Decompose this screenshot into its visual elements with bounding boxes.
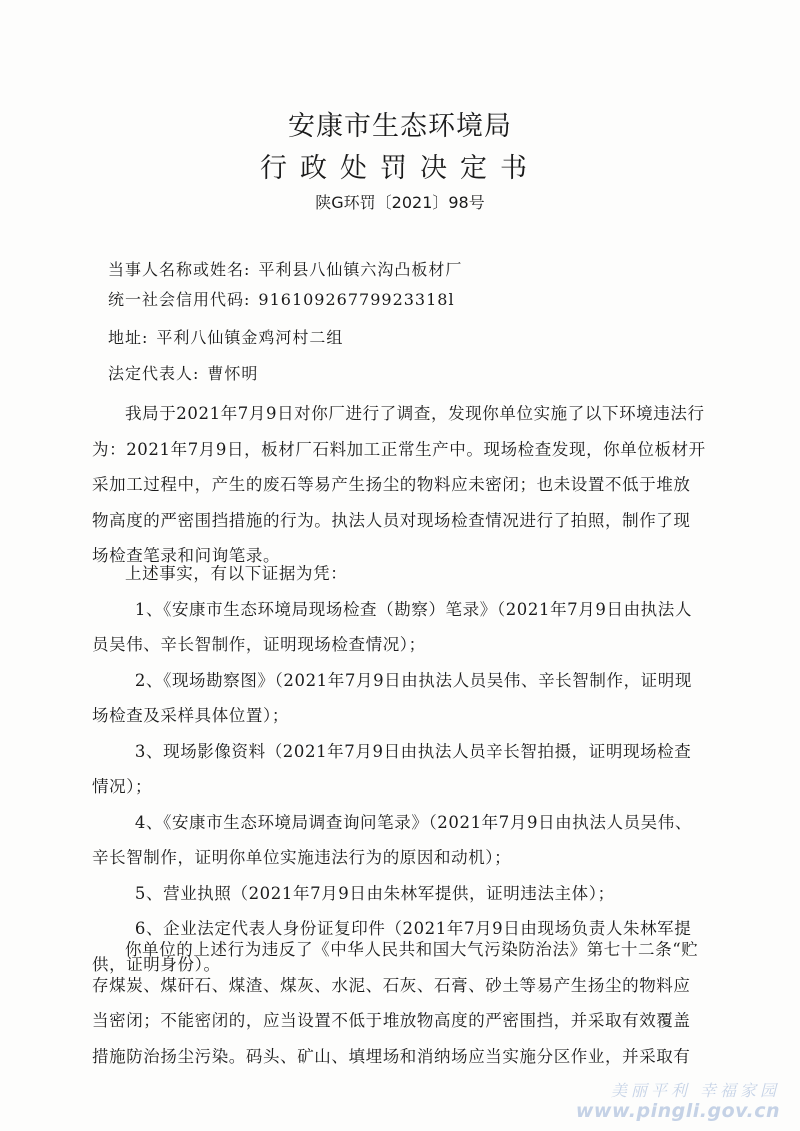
credit-code-label: 统一社会信用代码: <box>108 290 251 309</box>
evidence-intro: 上述事实，有以下证据为凭： <box>125 564 348 583</box>
legal-basis-section <box>92 932 707 1074</box>
credit-code-field <box>108 290 455 310</box>
address-field <box>108 328 343 348</box>
legal-representative-field <box>108 364 258 384</box>
party-name-field <box>108 260 462 280</box>
watermark-slogan: 美丽平利 幸福家园 <box>610 1081 780 1100</box>
evidence-section <box>92 556 707 982</box>
legal-representative-label: 法定代表人: <box>108 364 200 383</box>
credit-code-value: 91610926779923318l <box>258 290 455 309</box>
address-label: 地址: <box>108 328 149 347</box>
evidence-item: 5、营业执照（2021年7月9日由朱林军提供，证明违法主体）； <box>134 883 615 903</box>
intro-paragraph: 我局于2021年7月9日对你厂进行了调查，发现你单位实施了以下环境违法行为：2021年7月9日，板材厂石料加工正常生产中。现场检查发现，你单位板材开采加工过程中，产生的废石等易产生扬尘的物料应未密闭；也未设置不低于堆放物高度的严密围挡措施的行为。执法人员对现场检查情况进行了拍照，制作了现场检查笔录和问询笔录。 <box>92 404 706 565</box>
website-watermark <box>540 1081 780 1121</box>
party-name-value: 平利县八仙镇六沟凸板材厂 <box>258 260 463 279</box>
address-value: 平利八仙镇金鸡河村二组 <box>156 328 344 347</box>
evidence-item: 1、《安康市生态环境局现场检查（勘察）笔录》（2021年7月9日由执法人员吴伟、辛长智制作，证明现场检查情况）； <box>92 599 692 654</box>
evidence-item: 4、《安康市生态环境局调查询问笔录》（2021年7月9日由执法人员吴伟、辛长智制作，证明你单位实施违法行为的原因和动机）； <box>92 812 692 867</box>
document-number: 陕G环罚〔2021〕98号 <box>315 193 485 212</box>
legal-basis-paragraph: 你单位的上述行为违反了《中华人民共和国大气污染防治法》第七十二条“贮存煤炭、煤矸石、煤渣、煤灰、水泥、石灰、石膏、砂土等易产生扬尘的物料应当密闭；不能密闭的，应当设置不低于堆放物高度的严密围挡，并采取有效覆盖措施防治扬尘污染。码头、矿山、填埋场和消纳场应当实施分区作业，并采取有 <box>92 940 699 1066</box>
violation-description <box>92 396 707 574</box>
document-title: 行政处罚决定书 <box>260 153 540 184</box>
org-title: 安康市生态环境局 <box>288 111 512 142</box>
watermark-url: www.pingli.gov.cn <box>575 1100 780 1122</box>
evidence-item: 3、现场影像资料（2021年7月9日由执法人员辛长智拍摄，证明现场检查情况）； <box>92 741 692 796</box>
party-name-label: 当事人名称或姓名: <box>108 260 251 279</box>
evidence-item: 6、企业法定代表人身份证复印件（2021年7月9日由现场负责人朱林军提供，证明身份）。 <box>92 919 692 974</box>
evidence-item: 2、《现场勘察图》（2021年7月9日由执法人员吴伟、辛长智制作，证明现场检查及采样具体位置）； <box>92 670 692 725</box>
legal-representative-value: 曹怀明 <box>207 364 259 383</box>
